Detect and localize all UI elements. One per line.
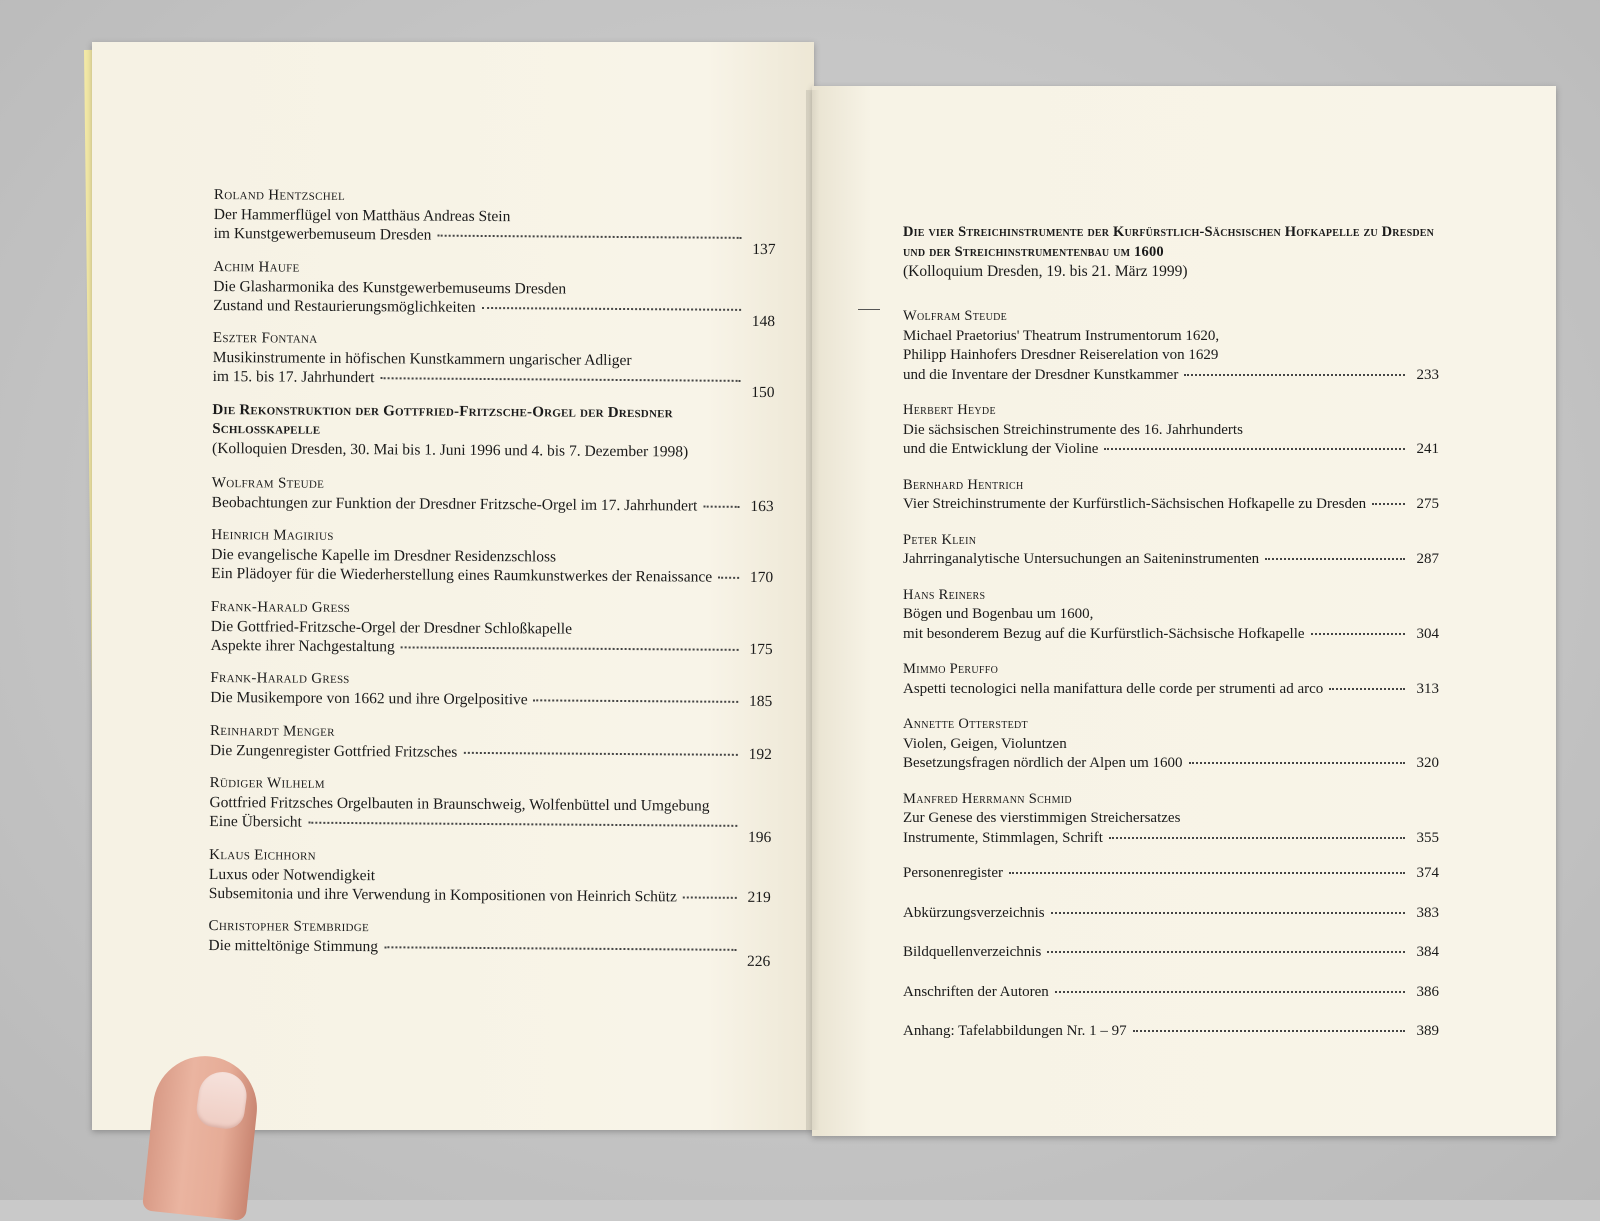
page-number: 320 — [1416, 755, 1439, 771]
appendix-entry — [903, 904, 1439, 924]
appendix-row — [903, 1022, 1439, 1042]
entry-title-line: Musikinstrumente in höfischen Kunstkammern ungarischer Adliger — [212, 348, 632, 370]
page-number: 389 — [1416, 1023, 1439, 1039]
page-number: 355 — [1416, 829, 1439, 846]
entry-last-line-row — [211, 635, 773, 658]
appendix-row — [903, 904, 1439, 924]
page-number: 150 — [751, 383, 775, 402]
dot-leader — [1009, 872, 1405, 874]
author-name: Peter Klein — [903, 531, 977, 548]
entry-title-line: Aspetti tecnologici nella manifattura delle corde per strumenti ad arco — [903, 680, 1324, 697]
toc-entry — [213, 186, 776, 259]
section-title: Die Rekonstruktion der Gottfried-Fritzsche-Orgel der Dresdner Schloßkapelle — [212, 401, 673, 438]
entry-last-line-row — [212, 492, 774, 515]
toc-entry — [212, 329, 775, 402]
dot-leader — [1047, 951, 1405, 953]
dot-leader — [308, 822, 737, 827]
toc-entry — [211, 597, 773, 658]
page-number: 137 — [752, 240, 776, 259]
author-name: Frank-Harald Greß — [210, 598, 351, 616]
page-number: 148 — [751, 312, 776, 330]
entry-last-line-row — [209, 883, 771, 906]
page-number: 163 — [750, 497, 774, 515]
page-number: 226 — [747, 952, 771, 971]
dot-leader — [683, 896, 737, 898]
entry-last-line-row — [903, 625, 1439, 645]
entry-title-line: Die Gottfried-Fritzsche-Orgel der Dresdner Schloßkapelle — [210, 617, 573, 638]
toc-entry — [209, 774, 772, 847]
toc-entry — [903, 307, 1439, 385]
author-name: Mimmo Peruffo — [903, 661, 999, 677]
dot-leader — [482, 306, 741, 310]
page-number: 241 — [1416, 441, 1439, 457]
entry-last-line-row — [903, 366, 1439, 386]
dot-leader — [1329, 688, 1405, 690]
entry-last-line-row — [903, 829, 1439, 849]
section-title: Die vier Streichinstrumente der Kurfürstlich-Sächsischen Hofkapelle zu Dresden und der Streichinstrumentenbau um 1600 — [903, 224, 1435, 260]
entry-title-line: Eine Übersicht — [209, 812, 302, 831]
entry-title-line: Luxus oder Notwendigkeit — [208, 865, 376, 884]
dot-leader — [1184, 374, 1405, 376]
page-number: 304 — [1416, 625, 1439, 642]
entry-title-line: Zur Genese des vierstimmigen Streichersatzes — [903, 810, 1181, 826]
author-name: Manfred Herrmann Schmid — [903, 790, 1072, 807]
appendix-label: Bildquellenverzeichnis — [903, 944, 1042, 960]
entry-title-line: und die Entwicklung der Violine — [903, 441, 1099, 457]
entry-title-line: Die mitteltönige Stimmung — [208, 936, 379, 956]
appendix-entry — [903, 943, 1439, 963]
entry-last-line-row — [903, 754, 1439, 774]
author-name: Wolfram Steude — [903, 308, 1008, 324]
page-number: 384 — [1416, 944, 1439, 960]
entry-title-line: Jahrringanalytische Untersuchungen an Saiteninstrumenten — [903, 551, 1260, 567]
entry-title-line: Die Glasharmonika des Kunstgewerbemuseums Dresden — [213, 277, 567, 298]
toc-entry — [208, 917, 771, 971]
dot-leader — [1104, 448, 1405, 450]
entry-title-line: Gottfried Fritzsches Orgelbauten in Braunschweig, Wolfenbüttel und Umgebung — [209, 793, 710, 815]
entry-title-line: Zustand und Restaurierungsmöglichkeiten — [213, 296, 476, 316]
entry-title-line: Die evangelische Kapelle im Dresdner Residenzschloss — [211, 545, 557, 566]
entry-title-line: Subsemitonia und ihre Verwendung in Kompositionen von Heinrich Schütz — [208, 884, 677, 905]
toc-entry — [903, 660, 1439, 699]
author-name: Achim Haufe — [213, 258, 300, 276]
toc-entry — [209, 845, 771, 906]
toc-entry — [903, 586, 1439, 645]
page-number: 196 — [747, 828, 772, 847]
toc-entry — [903, 531, 1439, 570]
right-section-heading — [903, 222, 1439, 281]
entry-title-line: Die Musikempore von 1662 und ihre Orgelpositive — [210, 688, 528, 709]
dot-leader — [401, 646, 739, 650]
entry-title-line: Die Zungenregister Gottfried Fritzsches — [209, 741, 458, 761]
entry-title-line: mit besonderem Bezug auf die Kurfürstlich-Sächsische Hofkapelle — [903, 625, 1305, 642]
dot-leader — [463, 751, 738, 755]
book-gutter — [806, 90, 820, 1130]
dot-leader — [703, 505, 739, 507]
author-name: Frank-Harald Greß — [210, 669, 350, 688]
appendix-row — [903, 943, 1439, 963]
left-section-heading — [212, 400, 774, 461]
appendix-label: Abkürzungsverzeichnis — [903, 904, 1045, 921]
author-name: Hans Reiners — [903, 586, 986, 603]
toc-entry — [211, 526, 773, 587]
margin-dash — [858, 309, 880, 310]
page-number: 313 — [1416, 680, 1439, 697]
dot-leader — [1055, 991, 1405, 993]
page-number: 287 — [1416, 551, 1439, 567]
entry-last-line-row — [903, 495, 1439, 515]
dot-leader — [1051, 912, 1405, 914]
toc-entry — [212, 473, 774, 515]
page-number: 275 — [1416, 496, 1439, 512]
appendix-entry — [903, 864, 1439, 884]
author-name: Eszter Fontana — [212, 329, 318, 347]
entry-title-line: Michael Praetorius' Theatrum Instrumentorum 1620, — [903, 327, 1220, 344]
author-name: Heinrich Magirius — [211, 526, 334, 544]
page-number: 386 — [1416, 983, 1439, 1000]
toc-entry — [903, 476, 1439, 515]
toc-entry — [903, 715, 1439, 774]
entry-title-line: Der Hammerflügel von Matthäus Andreas Stein — [213, 205, 511, 226]
author-name: Annette Otterstedt — [903, 716, 1028, 732]
entry-last-line-row — [210, 688, 772, 711]
page-number: 374 — [1416, 865, 1439, 881]
dot-leader — [1189, 762, 1405, 764]
dot-leader — [380, 377, 740, 382]
dot-leader — [1311, 633, 1405, 635]
entry-title-line: Ein Plädoyer für die Wiederherstellung eines Raumkunstwerkes der Renaissance — [211, 564, 713, 586]
appendix-label: Anhang: Tafelabbildungen Nr. 1 – 97 — [903, 1023, 1127, 1039]
appendix-row — [903, 983, 1439, 1003]
section-subtitle: (Kolloquien Dresden, 30. Mai bis 1. Juni 1996 und 4. bis 7. Dezember 1998) — [212, 439, 689, 460]
author-name: Herbert Heyde — [903, 402, 996, 418]
entry-last-line-row — [903, 680, 1439, 700]
page-number: 219 — [747, 888, 771, 906]
dot-leader — [1109, 837, 1405, 839]
toc-entry — [903, 401, 1439, 460]
page-number: 383 — [1416, 904, 1439, 921]
page-number: 170 — [749, 568, 774, 587]
author-name: Christopher Stembridge — [208, 917, 370, 936]
entry-last-line-row — [210, 740, 772, 763]
page-number: 185 — [748, 692, 773, 711]
entry-last-line-row — [903, 440, 1439, 460]
appendix-entry — [903, 1022, 1439, 1042]
appendix-label: Anschriften der Autoren — [903, 983, 1049, 1000]
entry-title-line: im Kunstgewerbemuseum Dresden — [213, 224, 432, 244]
author-name: Rüdiger Wilhelm — [209, 774, 325, 792]
section-subtitle: (Kolloquium Dresden, 19. bis 21. März 1999) — [903, 263, 1188, 280]
right-toc — [903, 222, 1439, 1062]
author-name: Roland Hentzschel — [213, 186, 346, 204]
author-name: Reinhardt Menger — [209, 722, 335, 740]
entry-title-line: Instrumente, Stimmlagen, Schrift — [903, 829, 1103, 846]
page-number: 192 — [748, 745, 772, 763]
entry-title-line: Philipp Hainhofers Dresdner Reiserelation von 1629 — [903, 347, 1219, 363]
author-name: Wolfram Steude — [211, 474, 325, 492]
toc-entry — [210, 721, 772, 763]
page-number: 233 — [1416, 366, 1439, 383]
appendix-label: Personenregister — [903, 865, 1003, 881]
entry-last-line-row — [212, 367, 775, 402]
left-toc — [208, 186, 776, 974]
dot-leader — [534, 699, 739, 702]
entry-title-line: Violen, Geigen, Violuntzen — [903, 735, 1067, 752]
author-name: Bernhard Hentrich — [903, 476, 1024, 493]
dot-leader — [1372, 503, 1405, 505]
appendix-row — [903, 864, 1439, 884]
dot-leader — [437, 235, 741, 239]
entry-title-line: Beobachtungen zur Funktion der Dresdner Fritzsche-Orgel im 17. Jahrhundert — [211, 493, 698, 515]
dot-leader — [1133, 1030, 1405, 1032]
entry-title-line: Besetzungsfragen nördlich der Alpen um 1600 — [903, 755, 1183, 771]
entry-last-line-row — [903, 550, 1439, 570]
entry-title-line: Vier Streichinstrumente der Kurfürstlich-Sächsischen Hofkapelle zu Dresden — [903, 496, 1367, 512]
entry-last-line-row — [213, 295, 776, 330]
toc-entry — [213, 257, 776, 330]
entry-last-line-row — [208, 936, 771, 971]
dot-leader — [384, 946, 736, 951]
entry-title-line: und die Inventare der Dresdner Kunstkammer — [903, 366, 1179, 383]
author-name: Klaus Eichhorn — [209, 846, 316, 864]
appendix-entry — [903, 983, 1439, 1003]
entry-title-line: im 15. bis 17. Jahrhundert — [212, 367, 375, 387]
entry-title-line: Aspekte ihrer Nachgestaltung — [210, 636, 395, 655]
entry-last-line-row — [211, 564, 773, 587]
toc-entry — [210, 669, 772, 711]
entry-last-line-row — [213, 224, 776, 259]
dot-leader — [718, 577, 739, 579]
entry-title-line: Die sächsischen Streichinstrumente des 16. Jahrhunderts — [903, 421, 1243, 438]
dot-leader — [1265, 558, 1405, 560]
toc-entry — [903, 790, 1439, 849]
entry-title-line: Bögen und Bogenbau um 1600, — [903, 606, 1094, 622]
page-number: 175 — [749, 640, 773, 658]
